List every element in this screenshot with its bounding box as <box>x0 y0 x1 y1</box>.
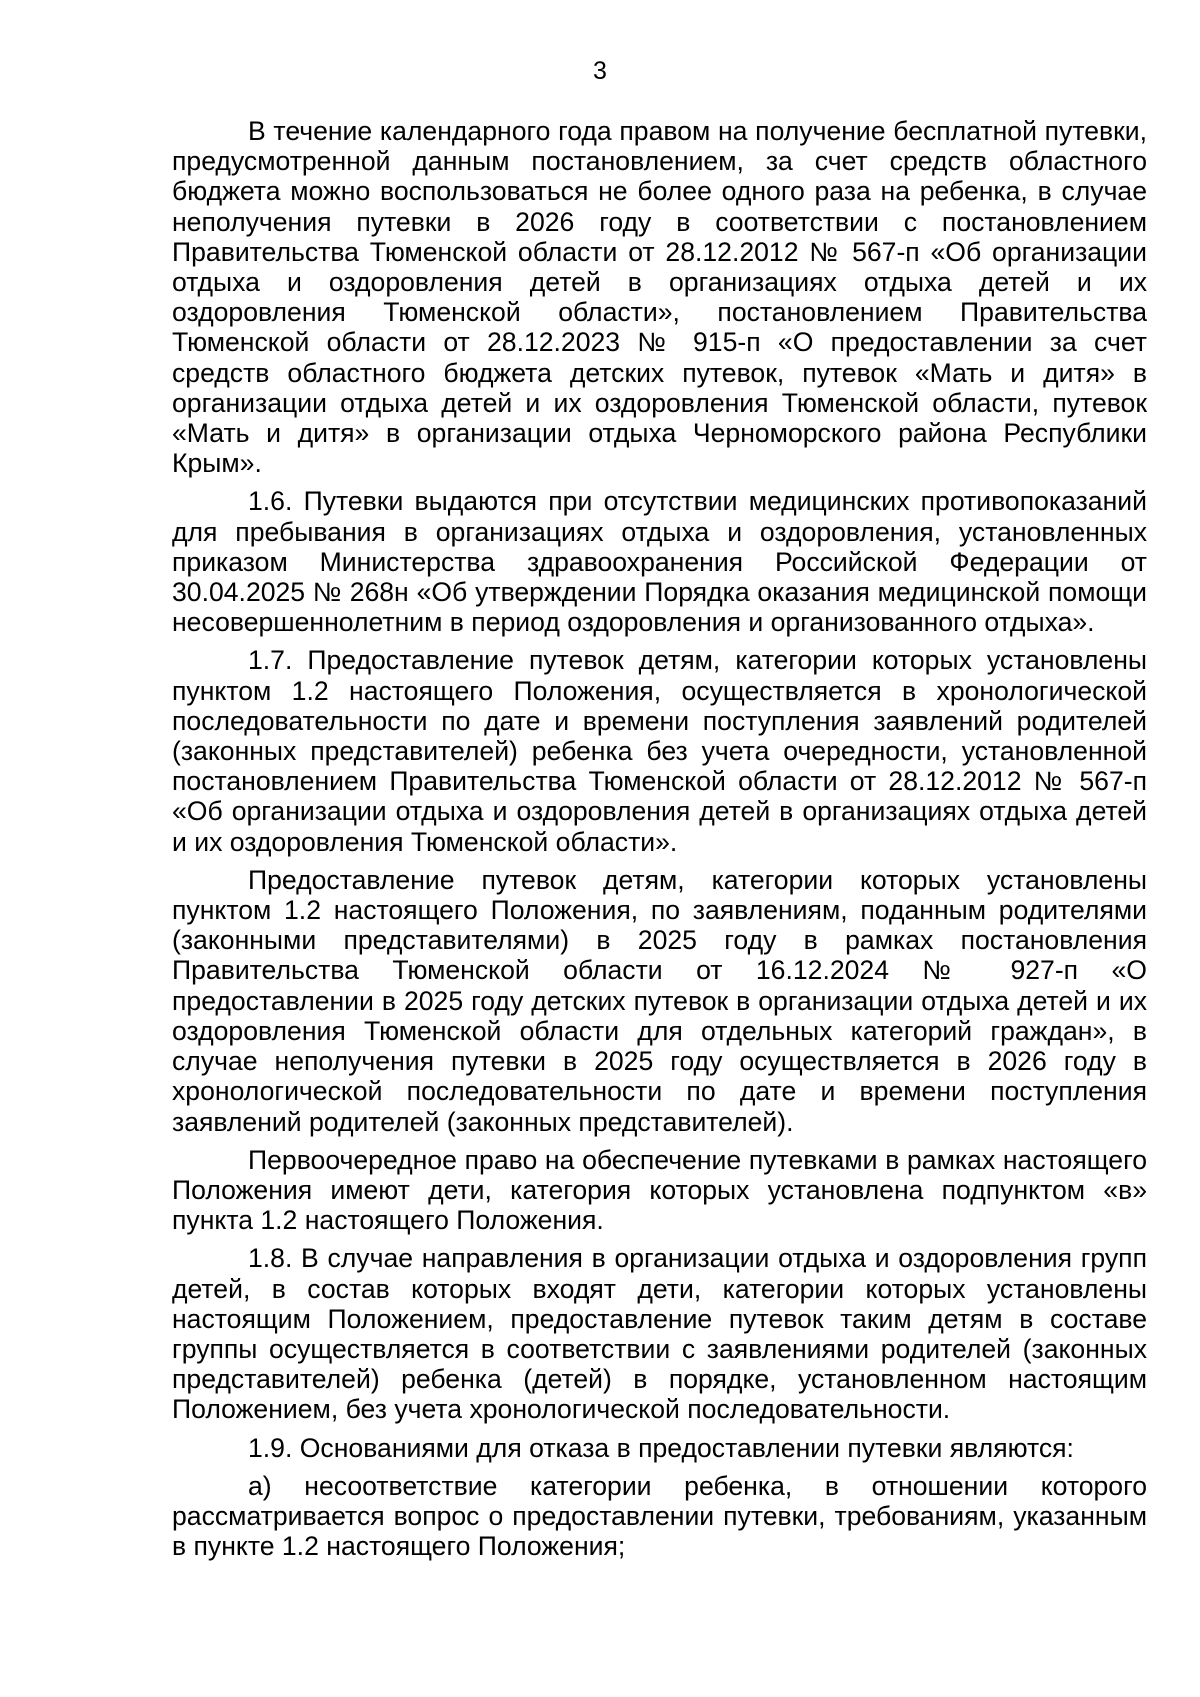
paragraph-travel-voucher-limit: В течение календарного года правом на получение бесплатной путевки, предусмотренной данным постановлением, за счет средств областного бюджета можно воспользоваться не более одного раза на ребенка, в случае неполучения путевки в 2026 году в соответствии с постановлением Правительства Тюменской области от 28.12.2012 № 567-п «Об организации отдыха и оздоровления детей в организациях отдыха детей и их оздоровления Тюменской области», постановлением Правительства Тюменской области от 28.12.2023 № 915-п «О предоставлении за счет средств областного бюджета детских путевок, путевок «Мать и дитя» в организации отдыха детей и их оздоровления Тюменской области, путевок «Мать и дитя» в организации отдыха Черноморского района Республики Крым». <box>172 116 1147 479</box>
paragraph-1-6: 1.6. Путевки выдаются при отсутствии медицинских противопоказаний для пребывания в организациях отдыха и оздоровления, установленных приказом Министерства здравоохранения Российской Федерации от 30.04.2025 № 268н «Об утверждении Порядка оказания медицинской помощи несовершеннолетним в период оздоровления и организованного отдыха». <box>172 486 1147 638</box>
paragraph-priority-right: Первоочередное право на обеспечение путевками в рамках настоящего Положения имеют дети, категория которых установлена подпунктом «в» пункта 1.2 настоящего Положения. <box>172 1144 1147 1236</box>
paragraph-1-7: 1.7. Предоставление путевок детям, категории которых установлены пунктом 1.2 настоящего Положения, осуществляется в хронологической последовательности по дате и времени поступления заявлений родителей (законных представителей) ребенка без учета очередности, установленной постановлением Правительства Тюменской области от 28.12.2012 № 567-п «Об организации отдыха и оздоровления детей в организациях отдыха детей и их оздоровления Тюменской области». <box>172 645 1147 857</box>
paragraph-1-8: 1.8. В случае направления в организации отдыха и оздоровления групп детей, в состав которых входят дети, категории которых установлены настоящим Положением, предоставление путевок таким детям в составе группы осуществляется в соответствии с заявлениями родителей (законных представителей) ребенка (детей) в порядке, установленном настоящим Положением, без учета хронологической последовательности. <box>172 1243 1147 1425</box>
document-body <box>172 116 1147 1569</box>
page-number: 3 <box>593 57 607 85</box>
paragraph-2025-applications: Предоставление путевок детям, категории которых установлены пунктом 1.2 настоящего Положения, по заявлениям, поданным родителями (законными представителями) в 2025 году в рамках постановления Правительства Тюменской области от 16.12.2024 № 927-п «О предоставлении в 2025 году детских путевок в организации отдыха детей и их оздоровления Тюменской области для отдельных категорий граждан», в случае неполучения путевки в 2025 году осуществляется в 2026 году в хронологической последовательности по дате и времени поступления заявлений родителей (законных представителей). <box>172 864 1147 1137</box>
paragraph-1-9-a: а) несоответствие категории ребенка, в отношении которого рассматривается вопрос о предоставлении путевки, требованиям, указанным в пункте 1.2 настоящего Положения; <box>172 1470 1147 1562</box>
paragraph-1-9: 1.9. Основаниями для отказа в предоставлении путевки являются: <box>248 1432 1074 1463</box>
